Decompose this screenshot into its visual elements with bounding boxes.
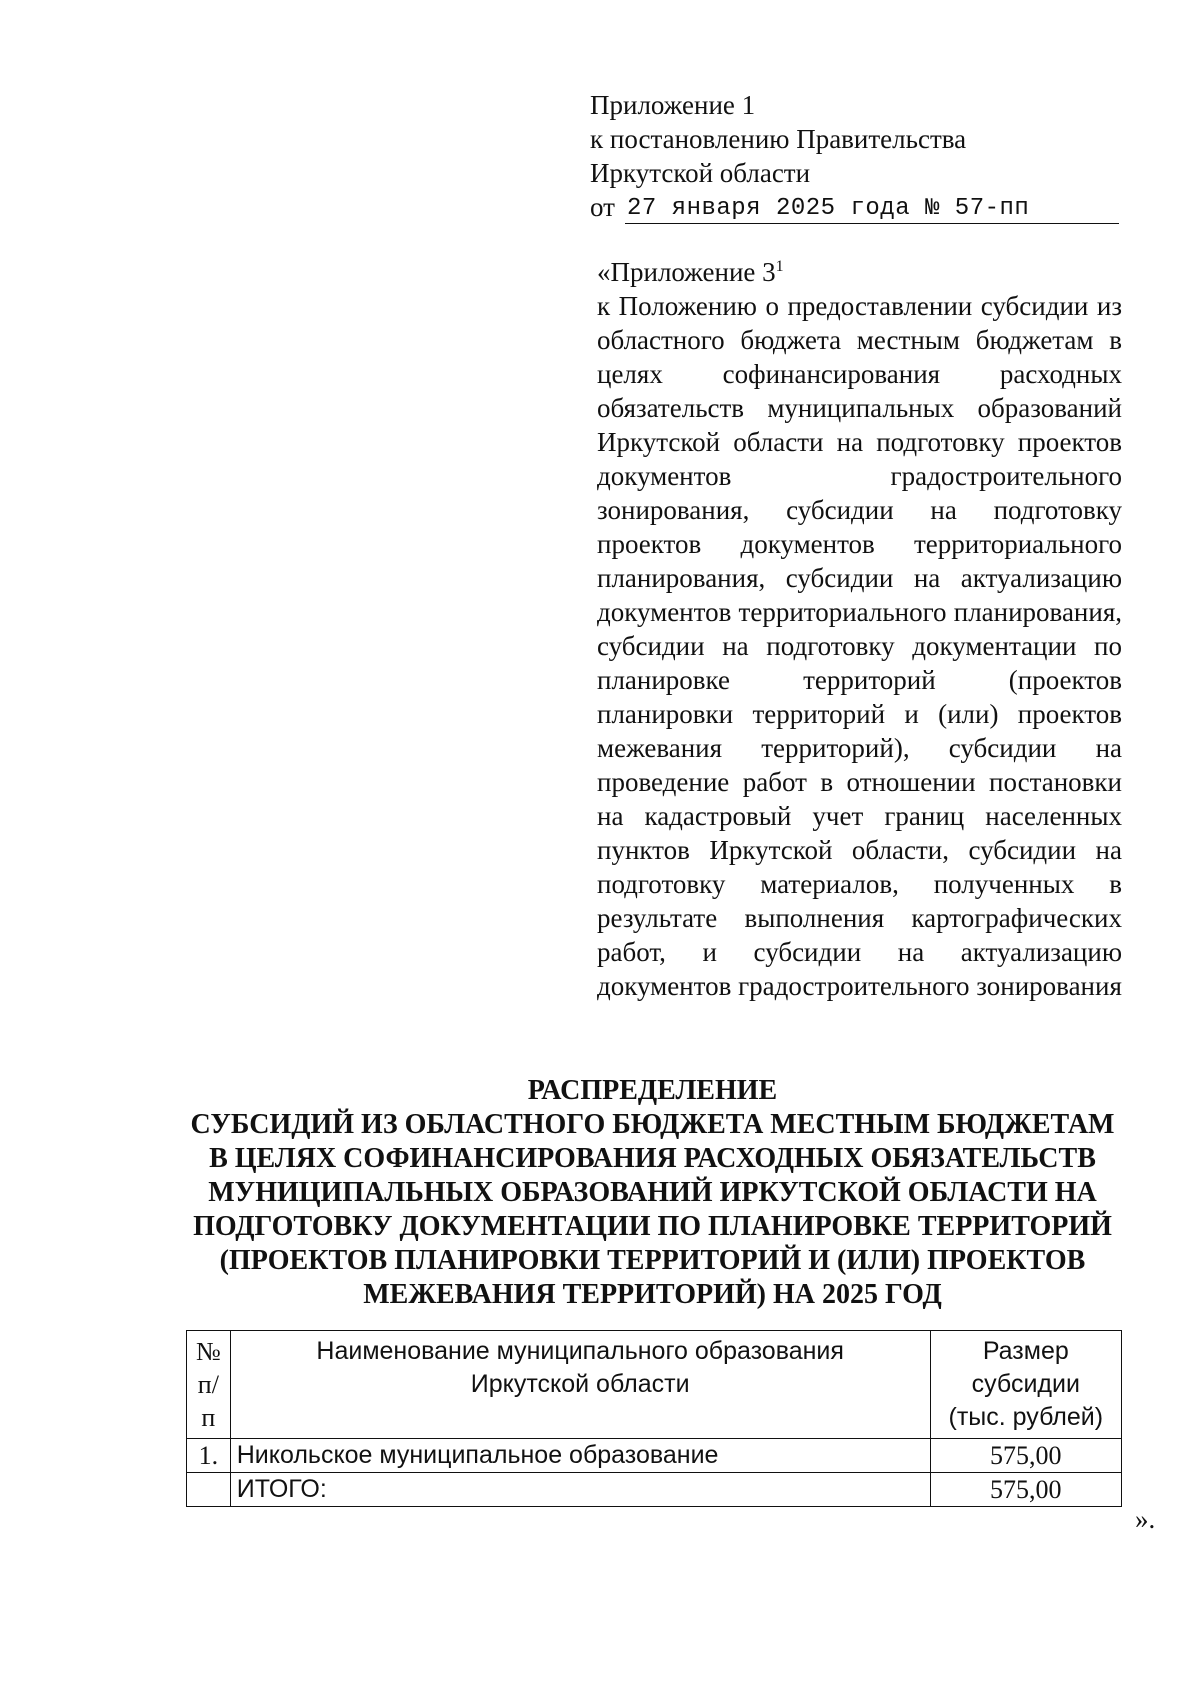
- appendix-3-title: [597, 255, 1122, 289]
- title-line: ПОДГОТОВКУ ДОКУМЕНТАЦИИ ПО ПЛАНИРОВКЕ ТЕРРИТОРИЙ: [193, 1211, 1112, 1242]
- header-size: Размер субсидии (тыс. рублей): [930, 1331, 1121, 1439]
- date-prefix: от: [590, 192, 615, 222]
- distribution-table: [186, 1330, 1122, 1507]
- total-size: 575,00: [930, 1473, 1121, 1507]
- header-name: Наименование муниципального образования Иркутской области: [230, 1331, 930, 1439]
- appendix-3-header: [597, 255, 1122, 1003]
- closing-quote: ».: [1135, 1504, 1156, 1534]
- appendix-1-region: Иркутской области: [590, 158, 811, 188]
- total-label: ИТОГО:: [230, 1473, 930, 1507]
- row-size: 575,00: [930, 1439, 1121, 1473]
- appendix-3-description: к Положению о предоставлении субсидии из областного бюджета местным бюджетам в целях софинансирования расходных обязательств муниципальных образований Иркутской области на подготовку проектов документов градостроительного зонирования, субсидии на подготовку проектов документов территориального планирования, субсидии на актуализацию документов территориального планирования, субсидии на подготовку документации по планировке территорий (проектов планировки территорий и (или) проектов межевания территорий), субсидии на проведение работ в отношении постановки на кадастровый учет границ населенных пунктов Иркутской области, субсидии на подготовку материалов, полученных в результате выполнения картографических работ, и субсидии на актуализацию документов градостроительного зонирования: [597, 291, 1122, 1001]
- title-line: МЕЖЕВАНИЯ ТЕРРИТОРИЙ) НА 2025 ГОД: [363, 1279, 942, 1310]
- header-num: № п/п: [187, 1331, 231, 1439]
- title-line: (ПРОЕКТОВ ПЛАНИРОВКИ ТЕРРИТОРИЙ И (ИЛИ) ПРОЕКТОВ: [219, 1245, 1086, 1276]
- title-line: СУБСИДИЙ ИЗ ОБЛАСТНОГО БЮДЖЕТА МЕСТНЫМ БЮДЖЕТАМ: [190, 1109, 1115, 1140]
- resolution-date-number: 27 января 2025 года № 57-пп: [625, 195, 1119, 224]
- total-num: [187, 1473, 231, 1507]
- title-line: РАСПРЕДЕЛЕНИЕ: [527, 1075, 778, 1106]
- appendix-3-superscript: 1: [775, 258, 784, 275]
- table-total-row: [187, 1473, 1122, 1507]
- row-num: 1.: [187, 1439, 231, 1473]
- document-title: [170, 1074, 1135, 1312]
- table-row: [187, 1439, 1122, 1473]
- row-name: Никольское муниципальное образование: [230, 1439, 930, 1473]
- appendix-1-header: [590, 88, 1120, 224]
- title-line: В ЦЕЛЯХ СОФИНАНСИРОВАНИЯ РАСХОДНЫХ ОБЯЗАТЕЛЬСТВ: [209, 1143, 1096, 1174]
- title-line: МУНИЦИПАЛЬНЫХ ОБРАЗОВАНИЙ ИРКУТСКОЙ ОБЛАСТИ НА: [208, 1177, 1097, 1208]
- appendix-1-reference: к постановлению Правительства: [590, 124, 967, 154]
- appendix-3-title-text: «Приложение 3: [597, 257, 776, 287]
- appendix-1-date-line: [590, 190, 1120, 224]
- table-header-row: [187, 1331, 1122, 1439]
- appendix-1-title: Приложение 1: [590, 90, 756, 120]
